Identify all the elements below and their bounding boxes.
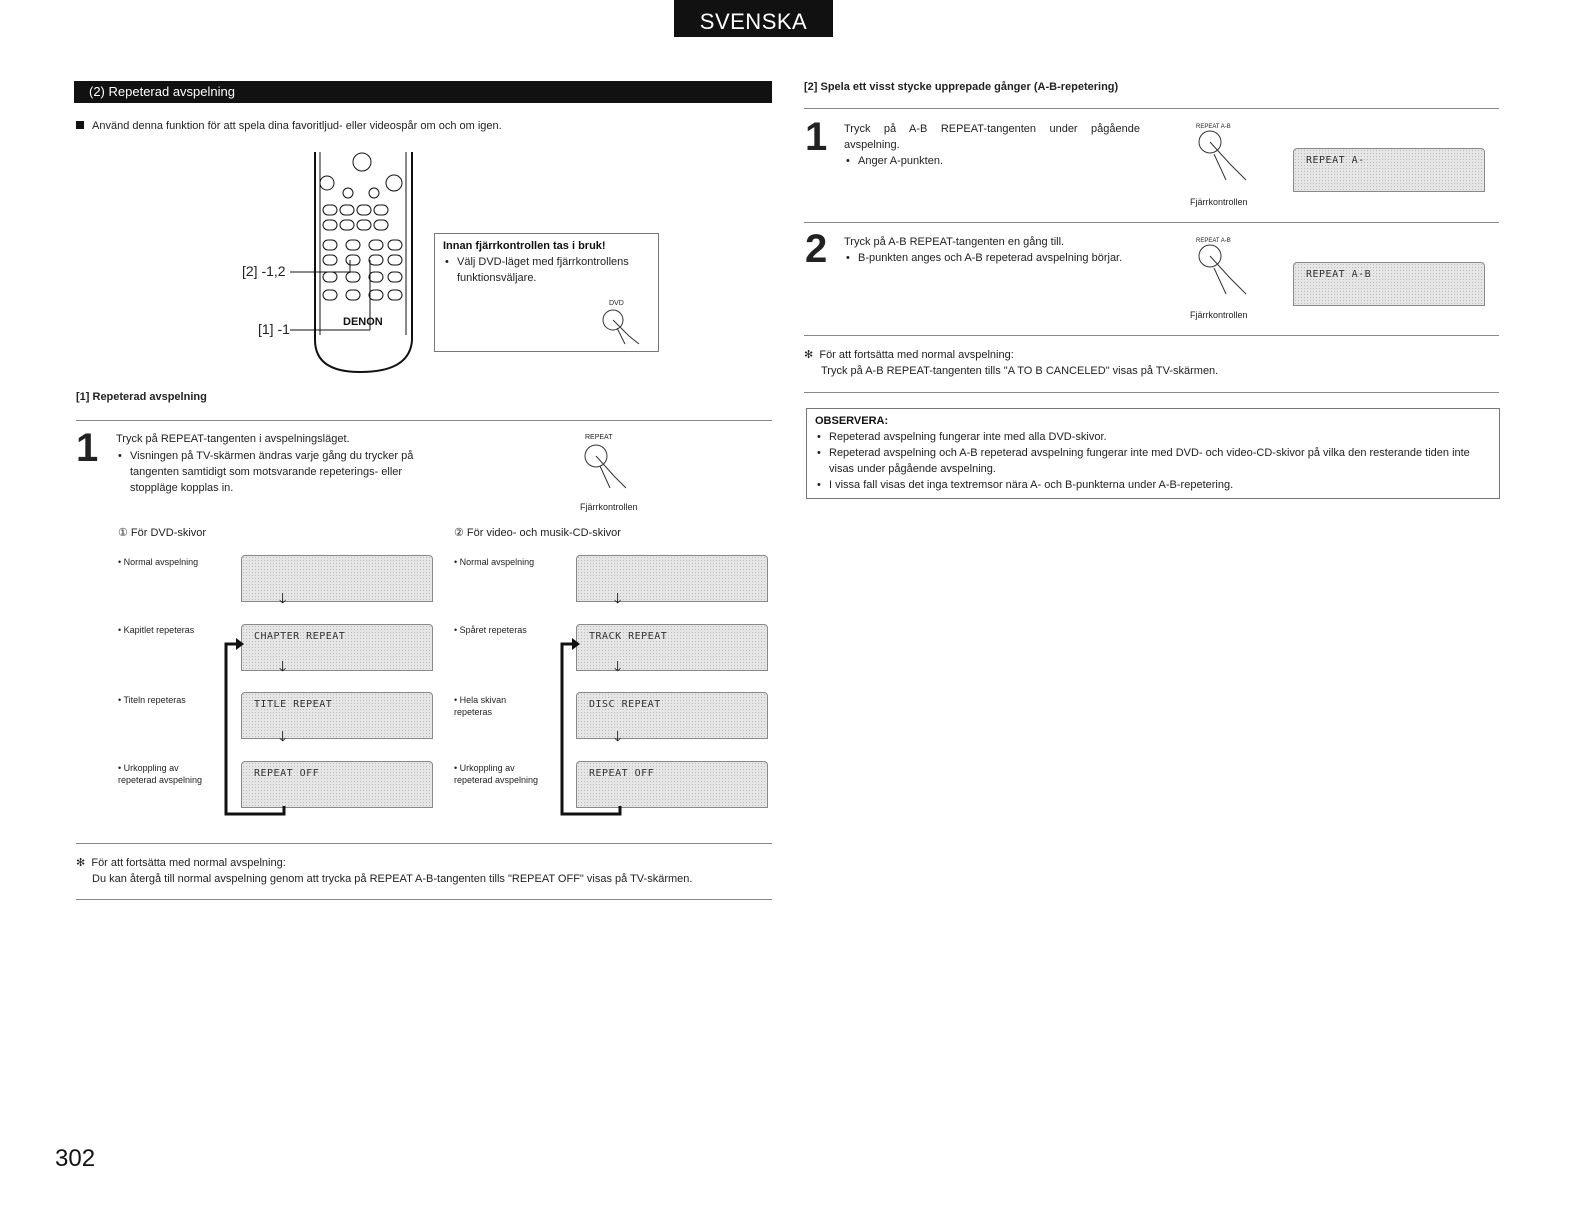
divider	[76, 899, 772, 900]
observe-title: OBSERVERA:	[815, 415, 889, 427]
divider	[804, 108, 1499, 109]
cd-column-heading: ② För video- och musik-CD-skivor	[454, 527, 621, 539]
observe-box	[806, 408, 1500, 499]
divider	[76, 420, 772, 421]
remote-caption: Fjärrkontrollen	[1190, 197, 1248, 207]
step-number: 2	[805, 227, 828, 271]
step-number: 1	[805, 115, 828, 159]
tv-screen-chapter-repeat: CHAPTER REPEAT	[241, 624, 433, 671]
finger-press-icon	[1190, 242, 1260, 302]
remote-caption: Fjärrkontrollen	[1190, 310, 1248, 320]
tv-screen-disc-repeat: DISC REPEAT	[576, 692, 768, 739]
loop-back-arrow	[218, 636, 290, 818]
section-title-repeat-playback: (2) Repeterad avspelning	[74, 81, 772, 103]
dvd-row-label-off: • Urkoppling av repeterad avspelning	[118, 763, 203, 785]
info-box	[434, 233, 659, 352]
down-arrow-icon: 🡓	[279, 658, 287, 674]
divider	[804, 222, 1499, 223]
tv-screen-repeat-a: REPEAT A-	[1293, 148, 1485, 192]
tv-screen-track-repeat: TRACK REPEAT	[576, 624, 768, 671]
divider	[804, 392, 1499, 393]
repeat-ab-button-caption: REPEAT A-B	[1196, 238, 1231, 244]
intro-text: Använd denna funktion för att spela dina favoritljud- eller videospår om och om igen.	[76, 118, 776, 134]
down-arrow-icon: 🡓	[614, 728, 622, 744]
finger-press-icon	[599, 306, 649, 348]
down-arrow-icon: 🡓	[614, 658, 622, 674]
step-bullet: • Visningen på TV-skärmen ändras varje gång du trycker på tangenten samtidigt som motsvarande repeterings- eller stoppläge kopplas in.	[116, 448, 446, 496]
observe-item: • Repeterad avspelning och A-B repeterad avspelning fungerar inte med DVD- och video-CD-skivor på vilka den resterande tiden inte visas under pågående avspelning.	[815, 445, 1491, 477]
observe-item: • Repeterad avspelning fungerar inte med alla DVD-skivor.	[815, 429, 1491, 445]
dvd-row-label-normal: • Normal avspelning	[118, 557, 199, 567]
tv-screen-title-repeat: TITLE REPEAT	[241, 692, 433, 739]
loop-back-arrow	[554, 636, 626, 818]
step-text: Tryck på REPEAT-tangenten i avspelningsläget. • Visningen på TV-skärmen ändras varje gång du trycker på tangenten samtidigt som motsvarande repeterings- eller stoppläge kopplas in.	[116, 431, 446, 496]
callout-label-2: [2] -1,2	[242, 263, 286, 279]
language-tab: SVENSKA	[674, 0, 833, 37]
info-box-bullet: • Välj DVD-läget med fjärrkontrollens funktionsväljare.	[443, 254, 650, 286]
down-arrow-icon: 🡓	[279, 590, 287, 606]
step-bullet: • B-punkten anges och A-B repeterad avspelning börjar.	[844, 250, 1140, 266]
note-left: ✻ För att fortsätta med normal avspelning: Du kan återgå till normal avspelning genom att trycka på REPEAT A-B-tangenten tills "REPEAT OFF" visas på TV-skärmen.	[76, 857, 693, 885]
divider	[76, 843, 772, 844]
cd-row-label-disc: • Hela skivan repeteras	[454, 695, 507, 717]
sub-title-repeat-playback: [1] Repeterad avspelning	[76, 391, 207, 403]
section-title-ab-repeat: [2] Spela ett visst stycke upprepade gånger (A-B-repetering)	[804, 81, 1119, 93]
step-number: 1	[76, 426, 99, 470]
info-box-title: Innan fjärrkontrollen tas i bruk!	[443, 240, 606, 252]
tv-screen-normal	[576, 555, 768, 602]
page-number: 302	[55, 1145, 96, 1172]
step-bullet: • Anger A-punkten.	[844, 153, 1140, 169]
remote-brand-logo: DENON	[343, 316, 383, 328]
dvd-button-caption: DVD	[609, 300, 624, 307]
note-right: ✻ För att fortsätta med normal avspelning: Tryck på A-B REPEAT-tangenten tills "A TO B CANCELED" visas på TV-skärmen.	[804, 349, 1219, 377]
remote-caption: Fjärrkontrollen	[580, 502, 638, 512]
tv-screen-repeat-a-b: REPEAT A-B	[1293, 262, 1485, 306]
finger-press-icon	[578, 440, 638, 495]
finger-press-icon	[1190, 128, 1260, 188]
tv-screen-repeat-off: REPEAT OFF	[576, 761, 768, 808]
cd-row-label-track: • Spåret repeteras	[454, 625, 527, 635]
info-box-list	[443, 254, 650, 286]
square-bullet-icon	[76, 121, 84, 129]
callout-label-1: [1] -1	[258, 321, 290, 337]
observe-item: • I vissa fall visas det inga textremsor nära A- och B-punkterna under A-B-repetering.	[815, 477, 1491, 493]
down-arrow-icon: 🡓	[614, 590, 622, 606]
step-text: Tryck på A-B REPEAT-tangenten en gång till. • B-punkten anges och A-B repeterad avspelning börjar.	[844, 234, 1140, 266]
step-text: Tryck på A-B REPEAT-tangenten under pågående avspelning. • Anger A-punkten.	[844, 121, 1140, 169]
repeat-ab-button-caption: REPEAT A-B	[1196, 124, 1231, 130]
down-arrow-icon: 🡓	[279, 728, 287, 744]
tv-screen-normal	[241, 555, 433, 602]
asterisk-icon: ✻	[804, 349, 814, 361]
asterisk-icon: ✻	[76, 857, 86, 869]
observe-list	[815, 429, 1491, 493]
tv-screen-repeat-off: REPEAT OFF	[241, 761, 433, 808]
divider	[804, 335, 1499, 336]
cd-row-label-off: • Urkoppling av repeterad avspelning	[454, 763, 539, 785]
dvd-row-label-title: • Titeln repeteras	[118, 695, 186, 705]
dvd-column-heading: ① För DVD-skivor	[118, 527, 207, 539]
dvd-row-label-chapter: • Kapitlet repeteras	[118, 625, 195, 635]
cd-row-label-normal: • Normal avspelning	[454, 557, 535, 567]
repeat-button-caption: REPEAT	[585, 434, 613, 441]
